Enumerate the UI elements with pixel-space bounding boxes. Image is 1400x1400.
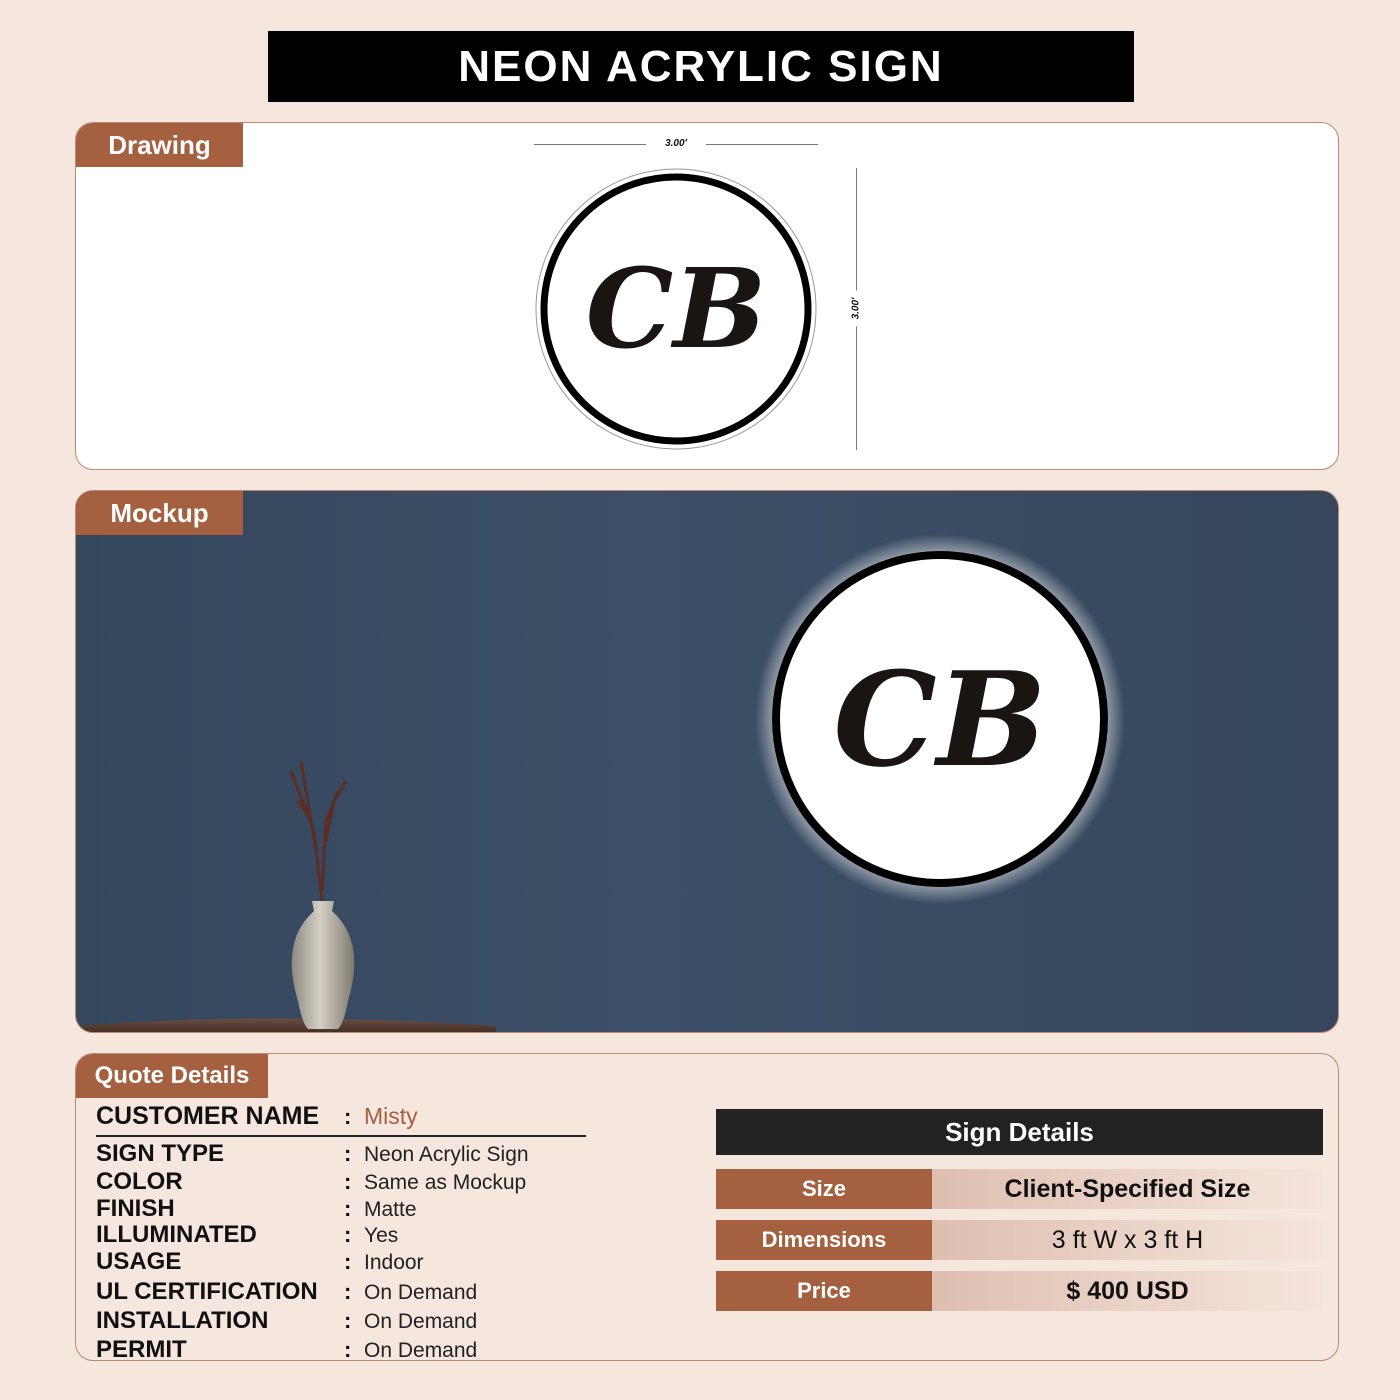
vase [292,901,354,1029]
colon: : [344,1249,352,1274]
colon: : [344,1141,352,1166]
dimensions-label: Dimensions [716,1220,932,1260]
colon: : [344,1308,352,1333]
quote-row [96,1221,398,1249]
colon: : [344,1169,352,1194]
mockup-panel [75,490,1339,1033]
sign-drawing [534,167,818,451]
table [76,1019,496,1034]
colon: : [344,1279,352,1304]
quote-value: Neon Acrylic Sign [364,1143,529,1166]
quote-label: SIGN TYPE [96,1140,225,1167]
size-value: Client-Specified Size [932,1169,1323,1209]
drawing-logo-text: CB [585,244,767,373]
customer-underline [96,1135,586,1137]
quote-label: USAGE [96,1248,182,1275]
quote-value: Yes [364,1224,399,1247]
drawing-panel [75,122,1339,470]
customer-name-row [96,1102,418,1131]
colon: : [344,1337,352,1361]
sign-details-header: Sign Details [716,1109,1323,1155]
size-row [716,1169,1323,1209]
price-row [716,1271,1323,1311]
quote-value: Same as Mockup [364,1171,527,1194]
quote-label: ILLUMINATED [96,1221,257,1248]
mockup-scene [76,491,1339,1033]
quote-label: FINISH [96,1195,175,1222]
dimensions-value: 3 ft W x 3 ft H [932,1220,1323,1260]
customer-name-value: Misty [364,1103,418,1129]
price-label: Price [716,1271,932,1311]
quote-label: INSTALLATION [96,1307,269,1334]
mockup-logo-text: CB [833,643,1047,796]
quote-tab: Quote Details [76,1054,268,1098]
quote-row [96,1307,477,1335]
quote-value: On Demand [364,1281,478,1304]
quote-label: COLOR [96,1168,183,1195]
colon: : [344,1196,352,1221]
quote-panel [75,1053,1339,1361]
customer-name-label: CUSTOMER NAME [96,1102,320,1130]
colon: : [344,1222,352,1247]
quote-row [96,1248,424,1276]
price-value: $ 400 USD [932,1271,1323,1311]
quote-value: On Demand [364,1310,478,1333]
height-dimension-label: 3.00' [851,291,862,327]
page-title: NEON ACRYLIC SIGN [268,31,1134,102]
quote-row [96,1168,526,1196]
size-label: Size [716,1169,932,1209]
quote-row [96,1336,477,1361]
quote-value: On Demand [364,1339,478,1361]
colon: : [344,1104,352,1129]
quote-label: PERMIT [96,1336,187,1361]
branches [291,761,346,901]
mockup-tab: Mockup [76,491,243,535]
quote-row [96,1195,417,1223]
quote-row [96,1140,529,1168]
width-dimension-label: 3.00' [646,138,706,149]
drawing-tab: Drawing [76,123,243,167]
dimensions-row [716,1220,1323,1260]
quote-row [96,1278,477,1306]
quote-label: UL CERTIFICATION [96,1278,318,1305]
quote-value: Matte [364,1198,417,1221]
quote-value: Indoor [364,1251,424,1274]
